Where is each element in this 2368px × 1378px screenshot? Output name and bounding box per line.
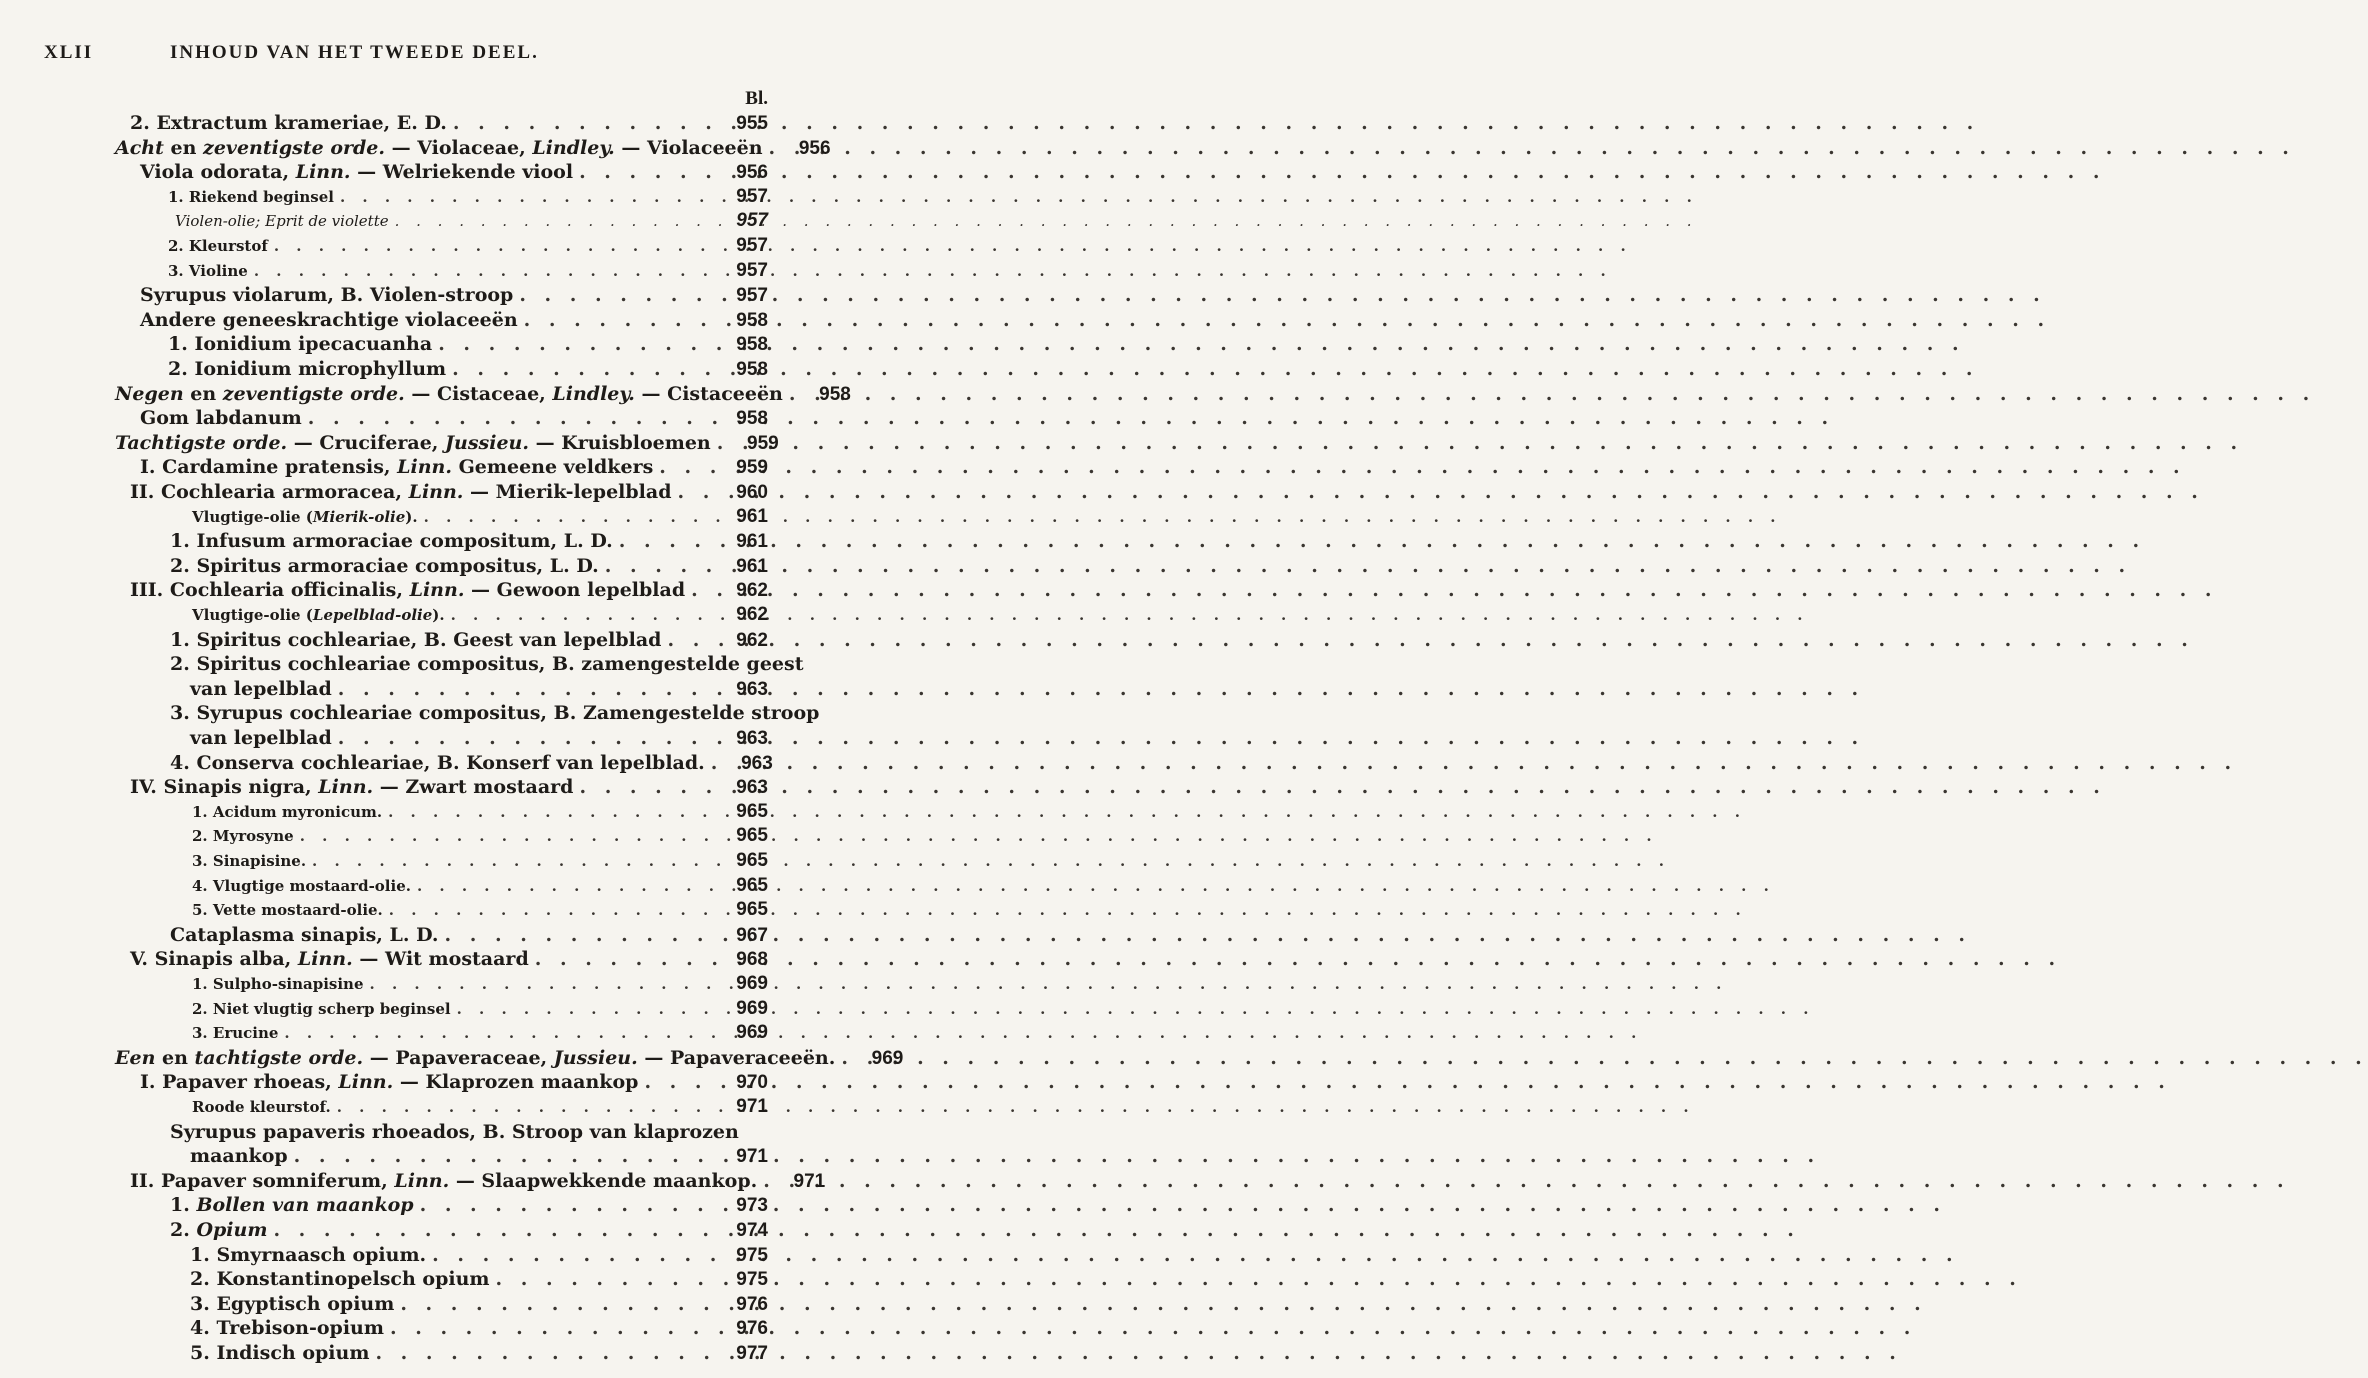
toc-page-number: 970 xyxy=(736,1072,768,1094)
toc-page-number: 973 xyxy=(736,1195,768,1217)
dot-leader xyxy=(312,852,716,870)
toc-entry xyxy=(0,1194,800,1220)
toc-page-number: 957 xyxy=(736,285,768,307)
dot-leader xyxy=(659,456,716,478)
toc-entry xyxy=(0,555,800,581)
toc-page-number: 969 xyxy=(736,973,768,994)
toc-entry-title: Acht en zeventigste orde. — Violaceae, Lindley. — Violaceeën xyxy=(115,136,763,159)
toc-entry xyxy=(0,1293,800,1319)
toc-entry-title: 4. Trebison-opium xyxy=(190,1317,384,1340)
toc-entry xyxy=(0,530,800,556)
dot-leader xyxy=(579,161,716,183)
toc-entry xyxy=(0,1046,904,1073)
toc-entry xyxy=(0,973,800,999)
toc-entry-title: 2. Extractum krameriae, E. D. xyxy=(130,112,447,134)
dot-leader xyxy=(340,188,716,206)
toc-page-number: 956 xyxy=(798,137,831,159)
toc-page-number: 968 xyxy=(736,949,768,971)
dot-leader xyxy=(417,877,716,895)
toc-entry xyxy=(0,678,800,704)
toc-entry-title: 3. Syrupus cochleariae compositus, B. Zamengestelde stroop xyxy=(170,702,820,725)
toc-page-number: 961 xyxy=(736,531,768,553)
running-title: INHOUD VAN HET TWEEDE DEEL. xyxy=(170,42,539,63)
toc-entry-title: 1. Spiritus cochleariae, B. Geest van lepelblad xyxy=(170,628,662,651)
toc-page-number: 963 xyxy=(741,752,773,774)
toc-entry-title: Een en tachtigste orde. — Papaveraceae, Jussieu. — Papaveraceeën. xyxy=(115,1046,836,1069)
dot-leader xyxy=(420,1194,716,1216)
dot-leader xyxy=(677,481,716,503)
toc-page-number: 974 xyxy=(736,1220,768,1241)
toc-entry-title: van lepelblad xyxy=(190,727,332,749)
toc-entry xyxy=(0,1071,800,1097)
dot-leader xyxy=(717,432,727,454)
toc-entry xyxy=(0,284,800,310)
toc-page-number: 965 xyxy=(736,850,768,871)
toc-entry xyxy=(0,1022,800,1048)
toc-page-number: 969 xyxy=(736,1022,768,1044)
toc-entry xyxy=(0,260,800,286)
toc-entry xyxy=(0,136,831,163)
toc-entry xyxy=(0,1244,800,1270)
toc-page-number: 958 xyxy=(736,359,768,380)
toc-entry xyxy=(0,161,800,187)
dot-leader xyxy=(395,212,716,230)
dot-leader xyxy=(274,237,716,255)
toc-page-number: 955 xyxy=(736,113,768,134)
toc-entry xyxy=(0,825,800,851)
toc-entry xyxy=(0,752,800,778)
dot-leader xyxy=(390,1317,716,1339)
toc-entry-title: van lepelblad xyxy=(190,677,332,700)
toc-entry-title: Cataplasma sinapis, L. D. xyxy=(170,923,439,946)
toc-entry-title: 5. Vette mostaard-olie. xyxy=(192,901,383,920)
toc-entry xyxy=(0,333,800,359)
toc-entry xyxy=(0,235,800,261)
dot-leader xyxy=(763,1170,773,1192)
dot-leader xyxy=(619,530,716,552)
toc-entry xyxy=(0,1121,800,1147)
toc-entry-title: 1. Bollen van maankop xyxy=(170,1194,414,1217)
toc-page-number: 961 xyxy=(736,505,768,527)
toc-entry-title: 4. Vlugtige mostaard-olie. xyxy=(192,876,411,895)
toc-page-number: 963 xyxy=(736,728,768,749)
toc-entry-title: 2. Opium xyxy=(170,1219,268,1241)
toc-page-number: 960 xyxy=(736,482,768,503)
dot-leader xyxy=(691,579,716,601)
dot-leader xyxy=(711,752,721,774)
dot-leader xyxy=(496,1268,717,1290)
dot-leader xyxy=(644,1071,716,1093)
toc-entry-title: II. Cochlearia armoracea, Linn. — Mierik-lepelblad xyxy=(130,481,672,503)
dot-leader xyxy=(457,1000,716,1018)
toc-entry xyxy=(0,727,800,753)
toc-entry xyxy=(0,506,800,532)
dot-leader xyxy=(605,555,716,577)
toc-page-number: 969 xyxy=(736,997,768,1019)
running-header xyxy=(0,42,800,70)
toc-entry xyxy=(0,210,800,236)
toc-entry xyxy=(0,112,800,138)
toc-entry xyxy=(0,481,800,507)
toc-page-number: 959 xyxy=(736,457,768,479)
dot-leader xyxy=(375,1342,716,1364)
dot-leader xyxy=(273,1219,716,1241)
dot-leader xyxy=(294,1145,716,1167)
toc-page-number: 967 xyxy=(736,924,768,946)
toc-entry-title: 3. Erucine xyxy=(192,1024,279,1043)
toc-entry-title: 2. Niet vlugtig scherp beginsel xyxy=(192,999,451,1018)
toc-entry xyxy=(0,776,800,802)
dot-leader xyxy=(370,975,717,993)
dot-leader xyxy=(338,727,716,749)
dot-leader xyxy=(789,383,799,405)
toc-entry-title: Tachtigste orde. — Cruciferae, Jussieu. — Kruisbloemen xyxy=(115,431,711,454)
dot-leader xyxy=(400,1293,716,1315)
toc-entry-title: Syrupus papaveris rhoeados, B. Stroop van klaprozen xyxy=(170,1120,739,1143)
toc-entry xyxy=(0,801,800,827)
toc-entry-title: IV. Sinapis nigra, Linn. — Zwart mostaard xyxy=(130,776,574,799)
toc-entry-title: 2. Spiritus cochleariae compositus, B. zamengestelde geest xyxy=(170,653,804,676)
toc-page-number: 963 xyxy=(736,777,768,799)
toc-entry xyxy=(0,432,800,458)
dot-leader xyxy=(284,1024,716,1042)
toc-entry xyxy=(0,309,800,335)
toc-page-number: 962 xyxy=(736,629,768,651)
dot-leader xyxy=(254,262,716,280)
dot-leader xyxy=(524,309,716,331)
toc-entry xyxy=(0,1219,800,1245)
toc-page-number: 956 xyxy=(736,162,768,184)
toc-entry xyxy=(0,850,800,876)
toc-entry-title: 1. Ionidium ipecacuanha xyxy=(168,333,433,356)
dot-leader xyxy=(337,1098,716,1116)
toc-page-number: 976 xyxy=(736,1293,768,1315)
dot-leader xyxy=(453,112,716,134)
toc-entry xyxy=(0,1342,800,1368)
toc-page-number: 963 xyxy=(736,678,768,700)
toc-entry xyxy=(0,998,800,1024)
dot-leader xyxy=(667,629,716,651)
toc-page-number: 962 xyxy=(736,580,768,602)
toc-entry-title: 1. Infusum armoraciae compositum, L. D. xyxy=(170,530,613,553)
toc-entry-title: III. Cochlearia officinalis, Linn. — Gewoon lepelblad xyxy=(130,579,686,602)
toc-page-number: 971 xyxy=(736,1146,768,1168)
toc-entry xyxy=(0,702,820,728)
toc-page-number: 961 xyxy=(736,555,768,577)
dot-leader xyxy=(338,678,716,700)
toc-entry-title: Roode kleurstof. xyxy=(192,1098,331,1116)
toc-entry xyxy=(0,358,800,384)
toc-page-number: 959 xyxy=(747,432,779,454)
dot-leader xyxy=(445,924,716,946)
toc-page-number: 975 xyxy=(736,1269,768,1291)
toc-entry xyxy=(0,1268,800,1294)
toc-page-number: 977 xyxy=(736,1343,768,1364)
dot-leader xyxy=(308,407,716,429)
toc-entry xyxy=(0,653,804,679)
toc-entry-title: 4. Conserva cochleariae, B. Konserf van lepelblad. xyxy=(170,751,705,774)
toc-entry xyxy=(0,456,800,482)
dot-leader xyxy=(769,137,779,159)
toc-entry-title: Vlugtige-olie (Lepelblad-olie). xyxy=(192,606,445,624)
toc-page-number: 957 xyxy=(736,235,768,256)
toc-page-number: 958 xyxy=(736,408,768,430)
dot-leader xyxy=(451,606,716,624)
toc-entry-title: 2. Ionidium microphyllum xyxy=(168,358,447,380)
dot-leader xyxy=(300,827,716,845)
toc-entry xyxy=(0,604,800,630)
toc-page-number: 957 xyxy=(736,185,768,207)
toc-page-number: 971 xyxy=(736,1096,768,1117)
toc-entry-title: Syrupus violarum, B. Violen-stroop xyxy=(140,284,514,307)
dot-leader xyxy=(389,901,716,919)
toc-entry-title: Andere geneeskrachtige violaceeën xyxy=(140,308,518,331)
toc-page-number: 957 xyxy=(736,259,768,281)
toc-entry xyxy=(0,407,800,433)
toc-entry-title: 2. Konstantinopelsch opium xyxy=(190,1268,490,1291)
dot-leader xyxy=(519,284,716,306)
toc-entry xyxy=(0,1317,800,1343)
toc-entry-title: maankop xyxy=(190,1145,288,1168)
toc-entry-title: 3. Violine xyxy=(168,261,248,280)
toc-entry xyxy=(0,1145,800,1171)
toc-entry xyxy=(0,924,800,950)
toc-entry-title: 2. Myrosyne xyxy=(192,827,294,846)
toc-entry-title: V. Sinapis alba, Linn. — Wit mostaard xyxy=(130,948,529,971)
toc-entry-title: 3. Sinapisine. xyxy=(192,852,307,870)
dot-leader xyxy=(452,358,716,380)
dot-leader xyxy=(432,1244,716,1266)
toc-entry xyxy=(0,382,851,409)
toc-entry-title: 2. Spiritus armoraciae compositus, L. D. xyxy=(170,554,599,577)
toc-entry-title: Violen-olie; Eprit de violette xyxy=(175,212,389,231)
toc-page-number: 958 xyxy=(736,334,768,356)
toc-page-number: 975 xyxy=(736,1244,768,1266)
toc-entry xyxy=(0,899,800,925)
folio-number: XLII xyxy=(44,42,94,63)
toc-page-number: 965 xyxy=(736,800,768,822)
toc-page-number: 965 xyxy=(736,825,768,847)
toc-entry xyxy=(0,948,800,974)
toc-entry xyxy=(0,875,800,901)
dot-leader xyxy=(535,948,716,970)
toc-entry-title: Negen en zeventigste orde. — Cistaceae, Lindley. — Cistaceeën xyxy=(115,382,783,405)
toc-page-number: 957 xyxy=(736,210,768,232)
toc-entry-title: 5. Indisch opium xyxy=(190,1342,370,1364)
toc-page-number: 976 xyxy=(736,1318,768,1340)
toc-entry-title: 1. Smyrnaasch opium. xyxy=(190,1243,427,1266)
toc-entry xyxy=(0,579,800,605)
toc-entry xyxy=(0,629,800,655)
toc-page-number: 971 xyxy=(793,1170,826,1192)
toc-entry-title: 1. Sulpho-sinapisine xyxy=(192,975,364,993)
toc-entry-title: 2. Kleurstof xyxy=(168,237,268,255)
toc-entry xyxy=(0,186,800,212)
toc-page-number: 962 xyxy=(736,604,768,625)
toc-entry xyxy=(0,1169,826,1196)
toc-entry-title: II. Papaver somniferum, Linn. — Slaapwekkende maankop. xyxy=(130,1169,758,1192)
toc-entry xyxy=(0,1096,800,1122)
toc-entry-title: 3. Egyptisch opium xyxy=(190,1292,395,1315)
toc-entry-title: Gom labdanum xyxy=(140,407,302,430)
dot-leader xyxy=(579,776,716,798)
dot-leader xyxy=(388,803,716,821)
dot-leader xyxy=(424,508,716,526)
toc-entry-title: 1. Acidum myronicum. xyxy=(192,802,383,821)
toc-page-number: 969 xyxy=(871,1047,904,1069)
toc-page-number: 958 xyxy=(819,383,851,405)
toc-entry-title: Viola odorata, Linn. — Welriekende viool xyxy=(140,161,574,184)
page-column-heading: Bl. xyxy=(745,88,768,109)
toc-entry-title: I. Cardamine pratensis, Linn. Gemeene veldkers xyxy=(140,456,654,479)
toc-entry-title: 1. Riekend beginsel xyxy=(168,187,334,206)
toc-page-number: 958 xyxy=(736,309,768,331)
toc-entry-title: I. Papaver rhoeas, Linn. — Klaprozen maankop xyxy=(140,1071,639,1094)
toc-page-number: 965 xyxy=(736,899,768,921)
toc-page-number: 965 xyxy=(736,874,768,896)
dot-leader xyxy=(841,1047,851,1069)
dot-leader xyxy=(438,333,716,355)
toc-entry-title: Vlugtige-olie (Mierik-olie). xyxy=(192,507,418,526)
